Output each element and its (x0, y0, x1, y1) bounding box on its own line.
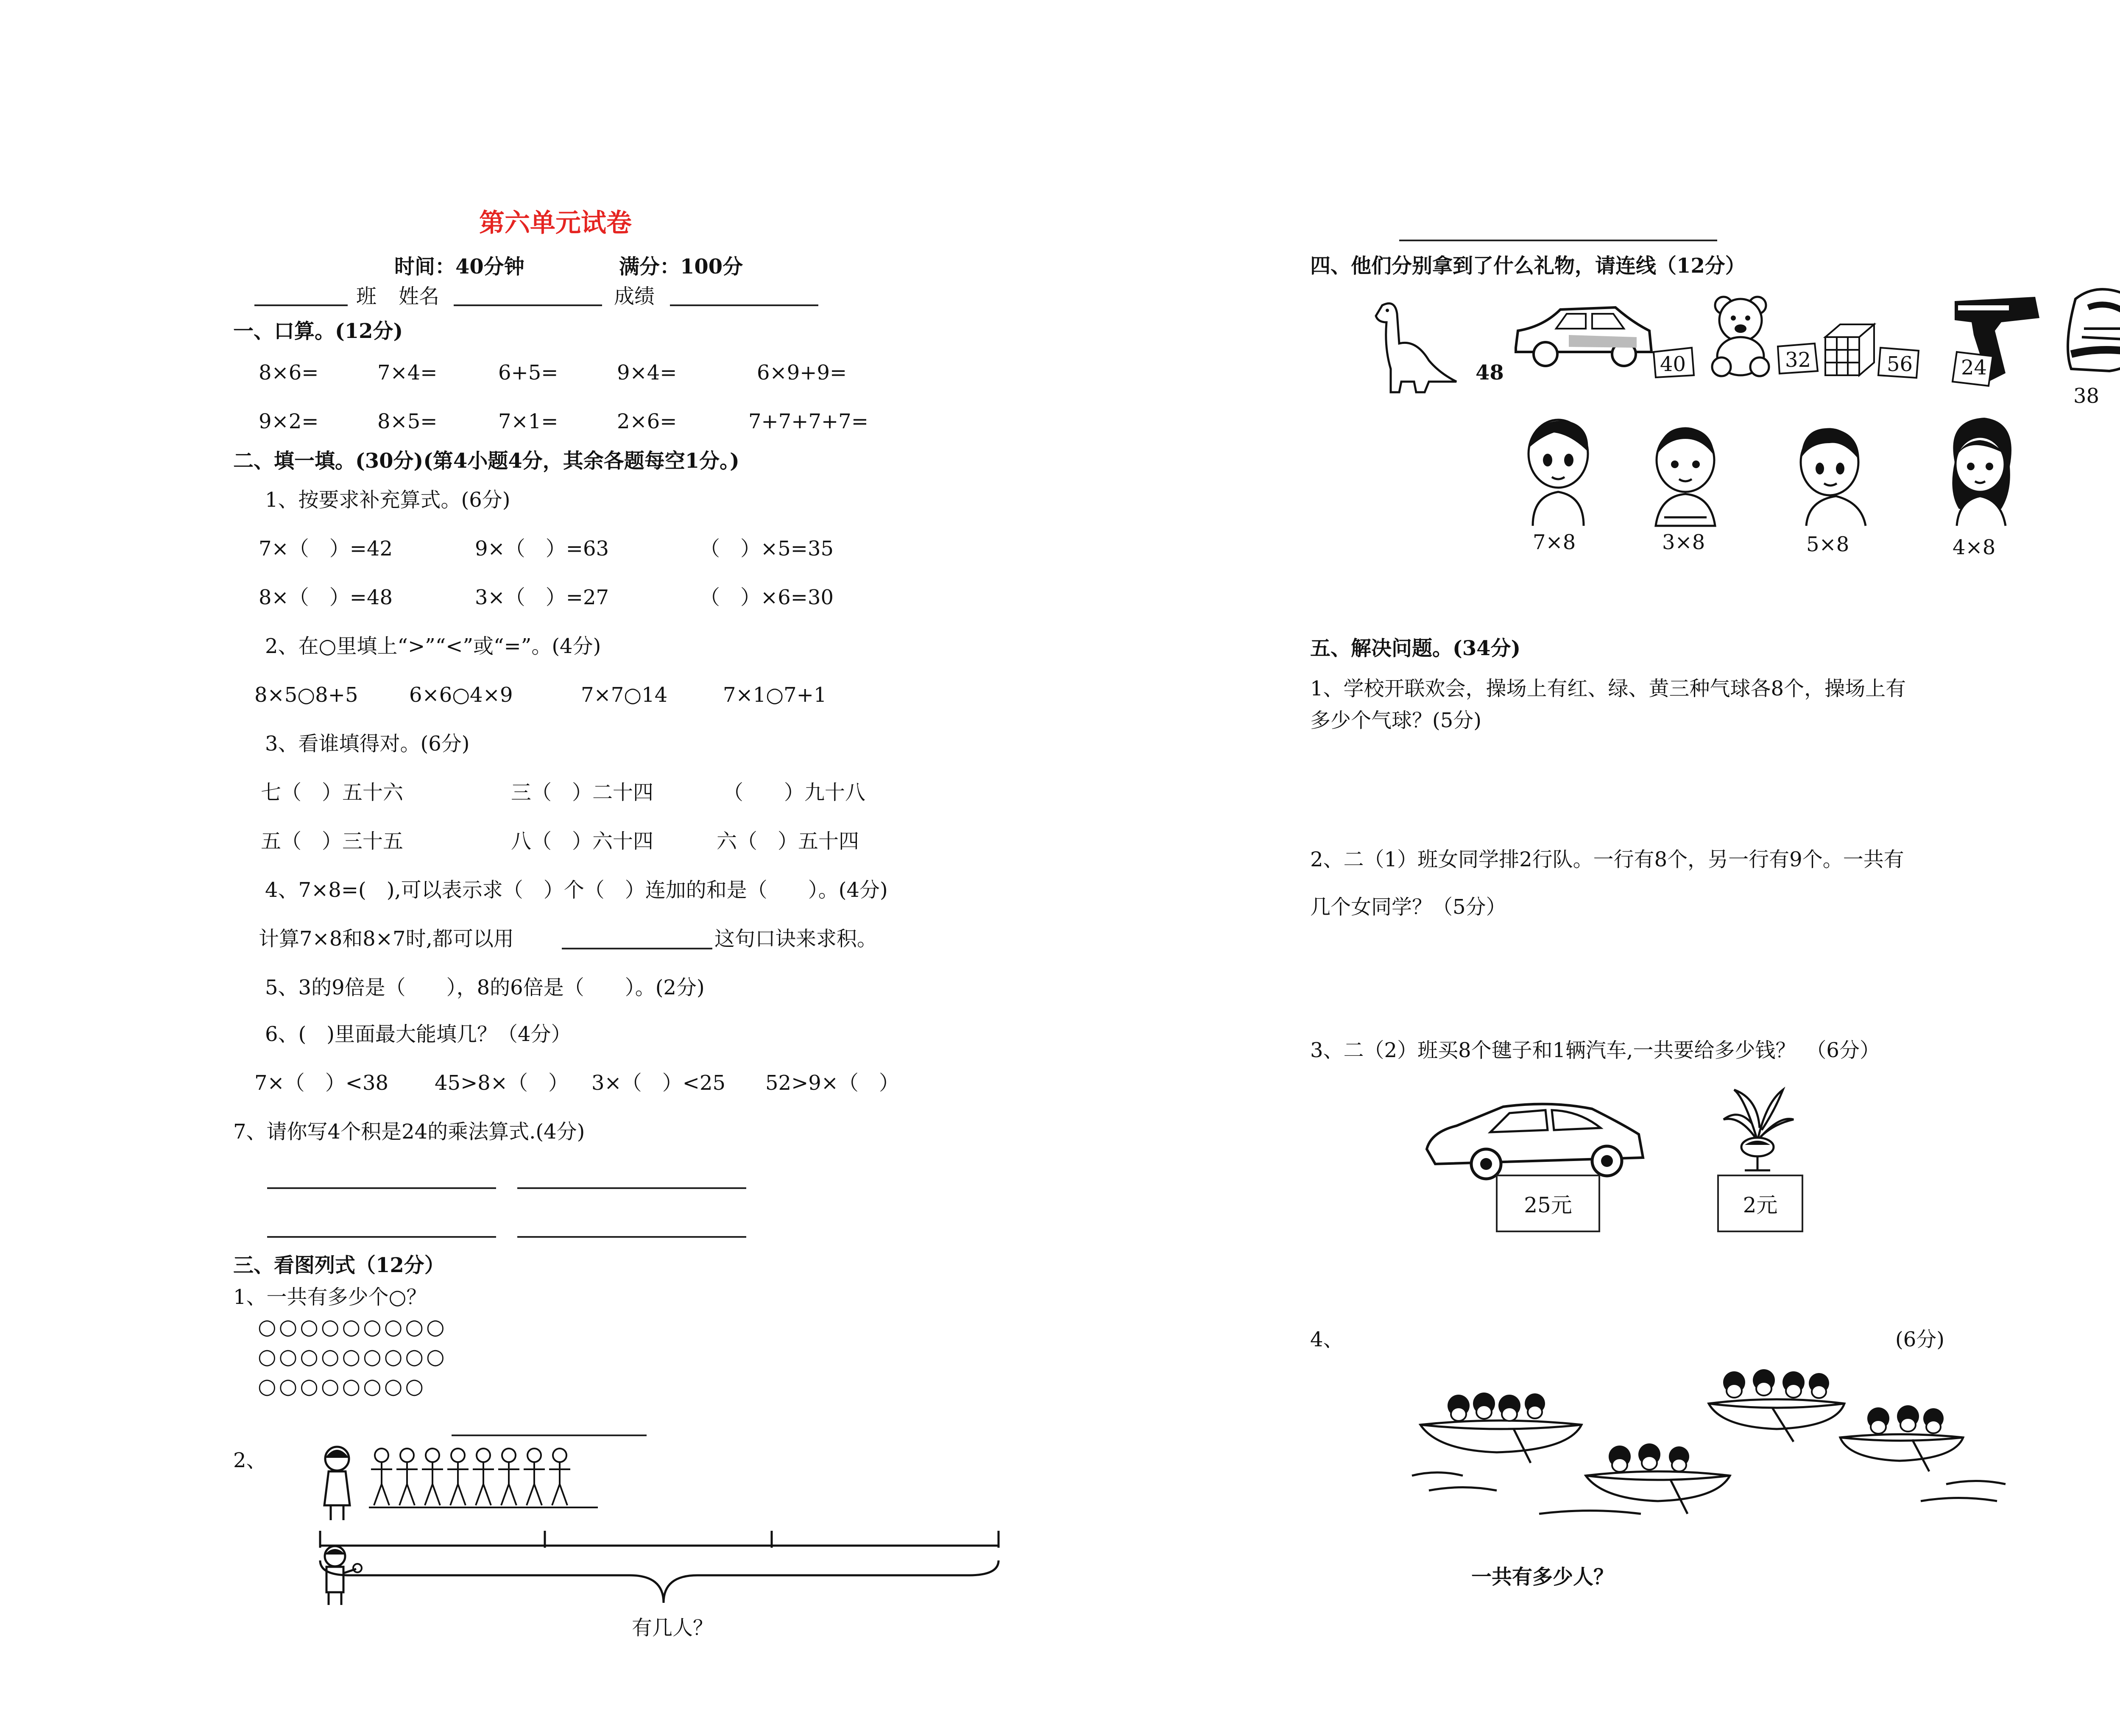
section1-heading: 一、口算。(12分) (233, 319, 403, 343)
oral-item: 7×4= (377, 361, 438, 385)
gift-label: 38 (2073, 384, 2100, 408)
people-chain-icon (369, 1446, 598, 1510)
gift-label: 56 (1887, 352, 1913, 376)
page-title: 第六单元试卷 (479, 208, 632, 238)
question-text: 3、看谁填得对。(6分) (265, 732, 470, 756)
boy-face-icon (1789, 420, 1874, 526)
gift-label: 32 (1785, 348, 1811, 372)
question-text: 计算7×8和8×7时,都可以用 (259, 927, 514, 951)
question-text: 多少个气球？(5分) (1310, 709, 1481, 732)
question-text: 1、一共有多少个○？ (233, 1285, 427, 1309)
section3-heading: 三、看图列式（12分） (233, 1253, 445, 1277)
teddy-bear-gift-icon (1704, 293, 1781, 377)
question-text: 这句口诀来求积。 (714, 927, 878, 951)
question-text: 2、 (233, 1449, 267, 1472)
question-text: 3、二（2）班买8个毽子和1辆汽车,一共要给多少钱？ （6分） (1310, 1038, 1880, 1062)
multiplication-rhyme: 五（ ）三十五 (261, 829, 404, 853)
circle-row: ○○○○○○○○○ (258, 1344, 447, 1369)
question-score: (6分) (1895, 1328, 1944, 1351)
question-text: 几个女同学？（5分） (1310, 895, 1506, 919)
diagram-caption: 有几人？ (632, 1616, 714, 1640)
answer-blank[interactable] (517, 1187, 746, 1189)
fill-item: （ ）×5=35 (700, 537, 834, 561)
fill-item: （ ）×6=30 (700, 586, 834, 609)
question-text: 1、按要求补充算式。(6分) (265, 488, 510, 512)
answer-blank[interactable] (452, 1435, 647, 1436)
question-text: 2、二（1）班女同学排2行队。一行有8个，另一行有9个。一共有 (1310, 848, 1904, 871)
answer-blank[interactable] (267, 1236, 496, 1238)
class-blank[interactable] (254, 304, 348, 306)
boats-caption: 一共有多少人？ (1471, 1565, 1614, 1589)
car-icon (1423, 1094, 1651, 1183)
fill-item: 3×（ ）=27 (475, 586, 609, 609)
kid-label: 7×8 (1533, 530, 1576, 554)
boy-face-icon (1643, 420, 1728, 526)
oral-item: 7+7+7+7= (748, 410, 869, 433)
sneaker-gift-icon (2059, 282, 2120, 380)
fill-item: 7×（ ）<38 (254, 1071, 389, 1095)
boy-face-icon (1516, 411, 1601, 526)
exam-full-score: 满分：100分 (619, 255, 743, 279)
oral-item: 9×2= (259, 410, 319, 433)
multiplication-rhyme: 七（ ）五十六 (261, 781, 404, 804)
class-label: 班 (356, 285, 377, 308)
score-label: 成绩 (614, 285, 655, 308)
fill-item: 9×（ ）=63 (475, 537, 609, 561)
compare-item: 7×1○7+1 (723, 683, 827, 707)
fill-item: 3×（ ）<25 (591, 1071, 726, 1095)
multiplication-rhyme: 八（ ）六十四 (511, 829, 654, 853)
oral-item: 8×5= (377, 410, 438, 433)
boats-with-people-illustration (1412, 1336, 2014, 1527)
answer-blank[interactable] (562, 948, 712, 949)
name-blank[interactable] (454, 304, 602, 306)
kid-label: 5×8 (1806, 533, 1849, 556)
kid-label: 4×8 (1953, 536, 1996, 559)
question-text: 1、学校开联欢会，操场上有红、绿、黄三种气球各8个，操场上有 (1310, 677, 1906, 701)
multiplication-rhyme: 六（ ）五十四 (717, 829, 859, 853)
oral-item: 9×4= (617, 361, 677, 385)
fill-item: 52>9×（ ） (765, 1071, 900, 1095)
compare-item: 8×5○8+5 (254, 683, 358, 707)
girl-figure-icon (316, 1442, 363, 1522)
question-text: 4、 (1310, 1328, 1344, 1351)
oral-item: 2×6= (617, 410, 677, 433)
section4-heading: 四、他们分别拿到了什么礼物，请连线（12分） (1310, 254, 1746, 278)
answer-blank[interactable] (517, 1236, 746, 1238)
answer-blank[interactable] (267, 1187, 496, 1189)
girl-face-icon (1938, 411, 2022, 526)
question-text: 4、7×8=( ),可以表示求（ ）个（ ）连加的和是（ ）。(4分) (265, 878, 888, 902)
section2-heading: 二、填一填。(30分)(第4小题4分，其余各题每空1分。) (233, 449, 739, 473)
gift-label: 24 (1961, 356, 1987, 380)
exam-time: 时间：40分钟 (394, 255, 524, 279)
oral-item: 7×1= (498, 410, 558, 433)
question-text: 6、( )里面最大能填几？（4分） (265, 1022, 572, 1046)
gift-label: 40 (1660, 352, 1686, 376)
question-text: 5、3的9倍是（ ），8的6倍是（ ）。(2分) (265, 976, 705, 999)
shuttlecock-price-box: 2元 (1717, 1175, 1803, 1232)
kid-label: 3×8 (1662, 530, 1705, 554)
oral-item: 6×9+9= (757, 361, 847, 385)
circle-row: ○○○○○○○○ (258, 1374, 427, 1398)
oral-item: 6+5= (498, 361, 558, 385)
question-text: 7、请你写4个积是24的乘法算式.(4分) (233, 1120, 585, 1144)
toy-car-gift-icon (1509, 297, 1658, 377)
oral-item: 8×6= (259, 361, 319, 385)
rubik-cube-gift-icon (1821, 320, 1880, 380)
car-price-box: 25元 (1496, 1175, 1600, 1232)
circle-row: ○○○○○○○○○ (258, 1315, 447, 1339)
fill-item: 45>8×（ ） (435, 1071, 569, 1095)
gift-label: 48 (1476, 361, 1504, 385)
section5-heading: 五、解决问题。(34分) (1310, 636, 1521, 660)
multiplication-rhyme: （ ）九十八 (723, 781, 866, 804)
compare-item: 6×6○4×9 (409, 683, 513, 707)
top-rule (1399, 240, 1717, 241)
dinosaur-gift-icon (1365, 297, 1463, 394)
score-blank[interactable] (670, 304, 818, 306)
question-text: 2、在○里填上“>”“<”或“=”。(4分) (265, 634, 601, 658)
fill-item: 8×（ ）=48 (259, 586, 393, 609)
compare-item: 7×7○14 (581, 683, 668, 707)
shuttlecock-icon (1715, 1081, 1800, 1175)
fill-item: 7×（ ）=42 (259, 537, 393, 561)
name-label: 姓名 (399, 285, 440, 308)
multiplication-rhyme: 三（ ）二十四 (511, 781, 654, 804)
